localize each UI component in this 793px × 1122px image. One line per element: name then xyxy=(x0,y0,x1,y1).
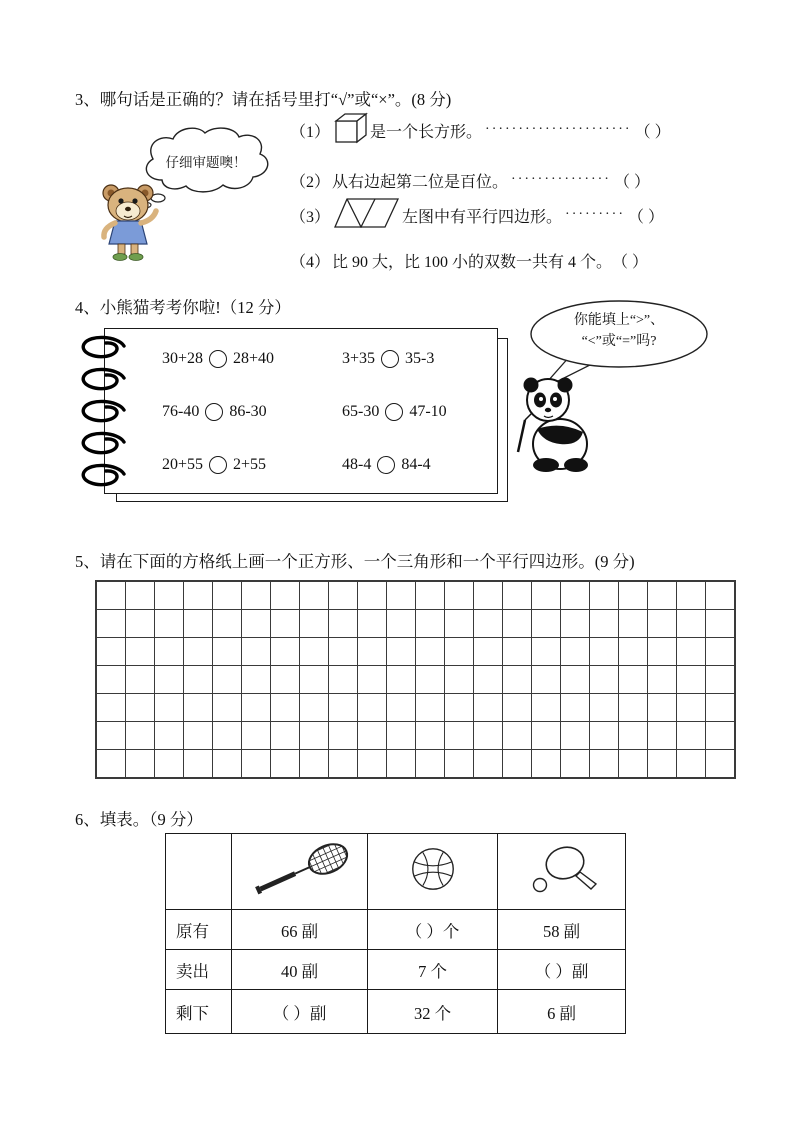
comparison-pair xyxy=(162,456,266,474)
thought-bubble-text: 仔细审题噢！ xyxy=(165,155,247,170)
table-tennis-paddle-icon xyxy=(498,834,626,910)
row-label: 剩下 xyxy=(166,990,232,1034)
speech-bubble-text xyxy=(534,310,704,352)
statement-2-text: 从右边起第二位是百位。 xyxy=(332,173,509,191)
table-cell: （ ）副 xyxy=(232,990,368,1034)
answer-blank: （ ） xyxy=(612,253,649,271)
dot-leader: ··············· xyxy=(511,172,611,187)
table-cell: 40 副 xyxy=(232,950,368,990)
question-5-title: 5、请在下面的方格纸上画一个正方形、一个三角形和一个平行四边形。(9 分) xyxy=(75,552,635,571)
fill-in-table xyxy=(165,833,626,1034)
spiral-binding-icon xyxy=(78,334,136,490)
statement-4 xyxy=(288,248,648,272)
statement-1-number: （1） xyxy=(290,123,331,141)
table-row xyxy=(166,910,626,950)
table-corner-cell xyxy=(166,834,232,910)
table-cell: 6 副 xyxy=(498,990,626,1034)
statement-1 xyxy=(288,113,671,147)
compare-circle xyxy=(385,403,403,421)
compare-circle xyxy=(377,456,395,474)
parallelogram-figure-icon xyxy=(334,198,400,233)
row-label: 原有 xyxy=(166,910,232,950)
table-cell: 32 个 xyxy=(368,990,498,1034)
table-cell: （ ）个 xyxy=(368,910,498,950)
statement-3 xyxy=(288,199,664,231)
table-header-row xyxy=(166,834,626,910)
row-label: 卖出 xyxy=(166,950,232,990)
compare-circle xyxy=(381,350,399,368)
statement-3-number: （3） xyxy=(290,208,331,226)
expression-left: 65-30 xyxy=(342,403,380,420)
dot-leader: ······················ xyxy=(485,122,632,137)
table-cell: （ ）副 xyxy=(498,950,626,990)
statement-4-number: （4） xyxy=(290,253,331,271)
compare-circle xyxy=(209,350,227,368)
question-3-title: 3、哪句话是正确的？请在括号里打“√”或“×”。(8 分) xyxy=(75,90,452,109)
expression-left: 76-40 xyxy=(162,403,200,420)
statement-2 xyxy=(288,168,650,192)
statement-3-text: 左图中有平行四边形。 xyxy=(402,208,563,226)
table-cell: 66 副 xyxy=(232,910,368,950)
speech-line-1: 你能填上“>”、 xyxy=(573,313,665,328)
expression-right: 47-10 xyxy=(409,403,447,420)
question-4-title: 4、小熊猫考考你啦!（12 分） xyxy=(75,298,291,317)
drawing-grid xyxy=(95,580,736,779)
statement-4-text: 比 90 大，比 100 小的双数一共有 4 个。 xyxy=(332,253,613,271)
woven-ball-icon xyxy=(368,834,498,910)
expression-left: 3+35 xyxy=(342,350,376,367)
expression-right: 86-30 xyxy=(229,403,267,420)
comparison-pair xyxy=(162,350,274,368)
statement-1-text: 是一个长方形。 xyxy=(370,123,483,141)
answer-blank: （ ） xyxy=(613,173,650,191)
panda-mascot-icon xyxy=(510,374,600,474)
answer-blank: （ ） xyxy=(634,123,671,141)
cube-icon xyxy=(334,112,368,149)
speech-line-2: “<”或“=”吗? xyxy=(581,334,657,349)
badminton-racket-icon xyxy=(232,834,368,910)
expression-left: 48-4 xyxy=(342,456,372,473)
expression-left: 30+28 xyxy=(162,350,204,367)
comparison-pair xyxy=(342,403,447,421)
question-6-title: 6、填表。（9 分） xyxy=(75,810,203,829)
comparison-pair xyxy=(342,456,431,474)
expression-left: 20+55 xyxy=(162,456,204,473)
table-cell: 7 个 xyxy=(368,950,498,990)
bear-mascot-icon xyxy=(94,180,168,264)
table-row xyxy=(166,950,626,990)
expression-right: 2+55 xyxy=(233,456,267,473)
comparison-pair xyxy=(342,350,434,368)
expression-right: 28+40 xyxy=(233,350,275,367)
expression-right: 35-3 xyxy=(405,350,435,367)
dot-leader: ········· xyxy=(565,207,625,222)
compare-circle xyxy=(209,456,227,474)
table-row xyxy=(166,990,626,1034)
statement-2-number: （2） xyxy=(290,173,331,191)
comparison-pair xyxy=(162,403,267,421)
expression-right: 84-4 xyxy=(401,456,431,473)
table-cell: 58 副 xyxy=(498,910,626,950)
answer-blank: （ ） xyxy=(628,208,665,226)
compare-circle xyxy=(205,403,223,421)
